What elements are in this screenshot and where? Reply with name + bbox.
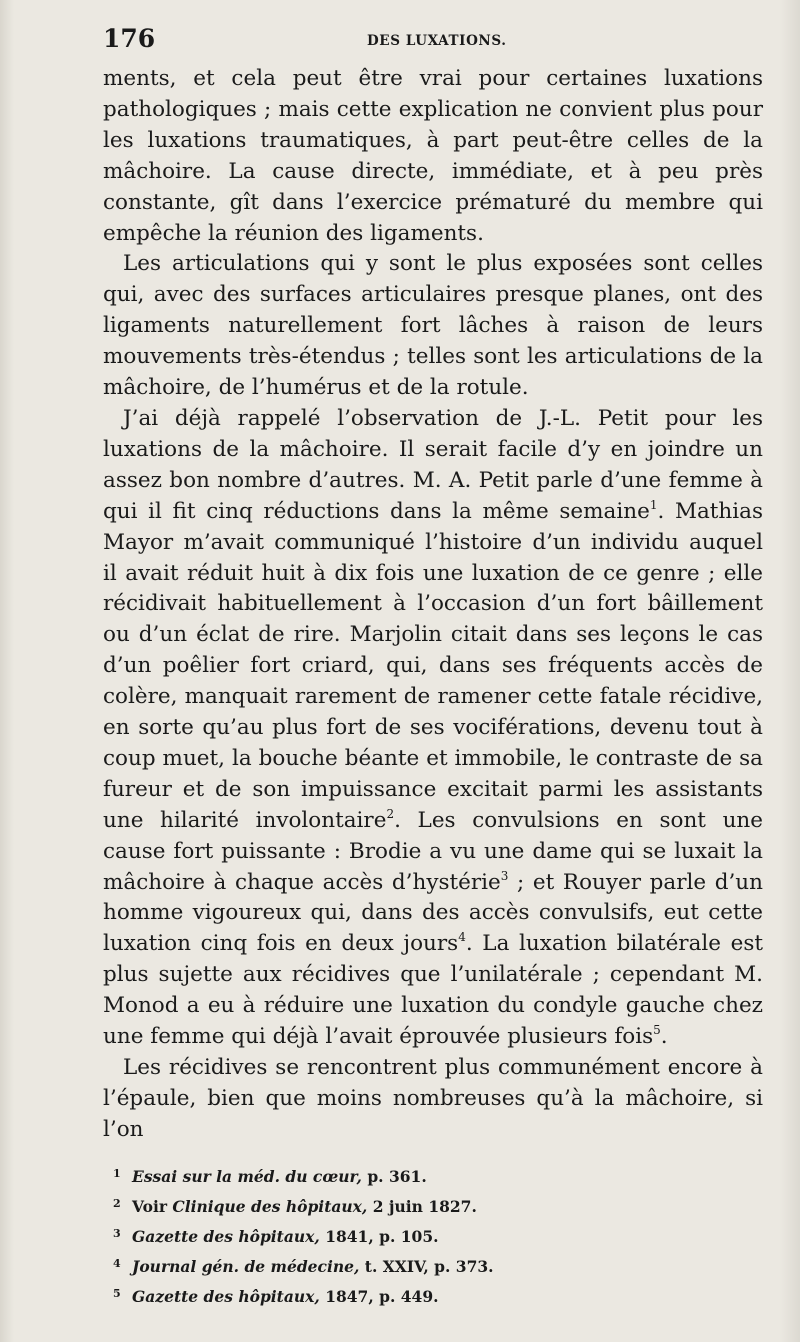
text-run: . Mathias Mayor m’avait communiqué l’histoire d’un individu auquel il avait réduit huit à dix fois une luxation de ce genre ; elle récidivait habituellement à l’occasion d’un fort bâillement ou d’un éclat de rire. Marjolin citait dans ses leçons le cas d’un poêlier fort criard, qui, dans ses fréquents accès de colère, manquait rarement de ramener cette fatale récidive, en sorte qu’au plus fort de ses vociférations, devenu tout à coup muet, la bouche béante et immobile, le contraste de sa fureur et de son impuissance excitait parmi les assistants une hilarité involontaire <box>103 498 763 833</box>
footnote <box>113 1190 763 1220</box>
footnote-mark: 1 <box>113 1167 121 1180</box>
footnote-ref-text: 1847, p. 449. <box>319 1287 439 1306</box>
paragraph: Les récidives se rencontrent plus communément encore à l’épaule, bien que moins nombreuses qu’à la mâchoire, si l’on <box>103 1055 763 1142</box>
text-run: . <box>660 1024 668 1050</box>
footnote-title: Gazette des hôpitaux, <box>132 1287 320 1306</box>
footnote-ref: 3 <box>500 868 509 883</box>
footnote-title: Clinique des hôpitaux, <box>172 1197 368 1216</box>
footnote-mark: 2 <box>113 1197 121 1210</box>
footnote-prefix: Voir <box>132 1197 173 1216</box>
footnote-mark: 3 <box>113 1227 121 1240</box>
footnote-ref: 5 <box>653 1023 661 1038</box>
footnote-title: Journal gén. de médecine, <box>132 1257 360 1276</box>
footnote-ref-text: 1841, p. 105. <box>319 1227 439 1246</box>
text-run: . Les convulsions en sont une cause fort puissante : Brodie a vu une dame qui se luxait la mâchoire à chaque accès d’hystérie <box>103 807 763 895</box>
text-run: . La luxation bilatérale est plus sujette aux récidives que l’unilatérale ; cependant M. Monod a eu à réduire une luxation du condyle gauche chez une femme qui déjà l’avait éprouvée plusieurs fois <box>103 931 764 1050</box>
footnote-title: Essai sur la méd. du cœur, <box>132 1167 362 1186</box>
running-title: DES LUXATIONS. <box>367 33 507 49</box>
footnote-ref: 4 <box>458 930 466 945</box>
paragraph: ments, et cela peut être vrai pour certaines luxations pathologiques ; mais cette explication ne convient plus pour les luxations traumatiques, à part peut-être celles de la mâchoire. La cause directe, immédiate, et à peu près constante, gît dans l’exercice prématuré du membre qui empêche la réunion des ligaments. <box>103 66 763 246</box>
text-run: ; et Rouyer parle d’un homme vigoureux qui, dans des accès convulsifs, eut cette luxation cinq fois en deux jours <box>103 869 763 957</box>
footnote-ref: 1 <box>649 497 658 512</box>
footnote-title: Gazette des hôpitaux, <box>132 1227 320 1246</box>
page-number: 176 <box>103 24 156 53</box>
footnote-ref: 2 <box>386 806 395 821</box>
footnote-ref-text: p. 361. <box>361 1167 427 1186</box>
footnote-ref-text: t. XXIV, p. 373. <box>359 1257 494 1276</box>
paragraph: Les articulations qui y sont le plus exposées sont celles qui, avec des surfaces articulaires presque planes, ont des ligaments naturellement fort lâches à raison de leurs mouvements très-étendus ; telles sont les articulations de la mâchoire, de l’humérus et de la rotule. <box>103 251 763 401</box>
footnote <box>113 1220 763 1250</box>
footnotes <box>113 1160 763 1310</box>
text-run: J’ai déjà rappelé l’observation de J.-L. Petit pour les luxations de la mâchoire. Il serait facile d’y en joindre un assez bon nombre d’autres. M. A. Petit parle d’une femme à qui il fit cinq réductions dans la même semaine <box>103 405 763 524</box>
footnote-ref-text: 2 juin 1827. <box>367 1197 477 1216</box>
paragraph <box>103 404 763 1053</box>
footnote-mark: 5 <box>113 1287 121 1300</box>
page-header <box>103 24 763 60</box>
footnote <box>113 1280 763 1310</box>
footnote <box>113 1250 763 1280</box>
footnote <box>113 1160 763 1190</box>
footnote-mark: 4 <box>113 1257 121 1270</box>
body-text <box>103 64 763 1146</box>
